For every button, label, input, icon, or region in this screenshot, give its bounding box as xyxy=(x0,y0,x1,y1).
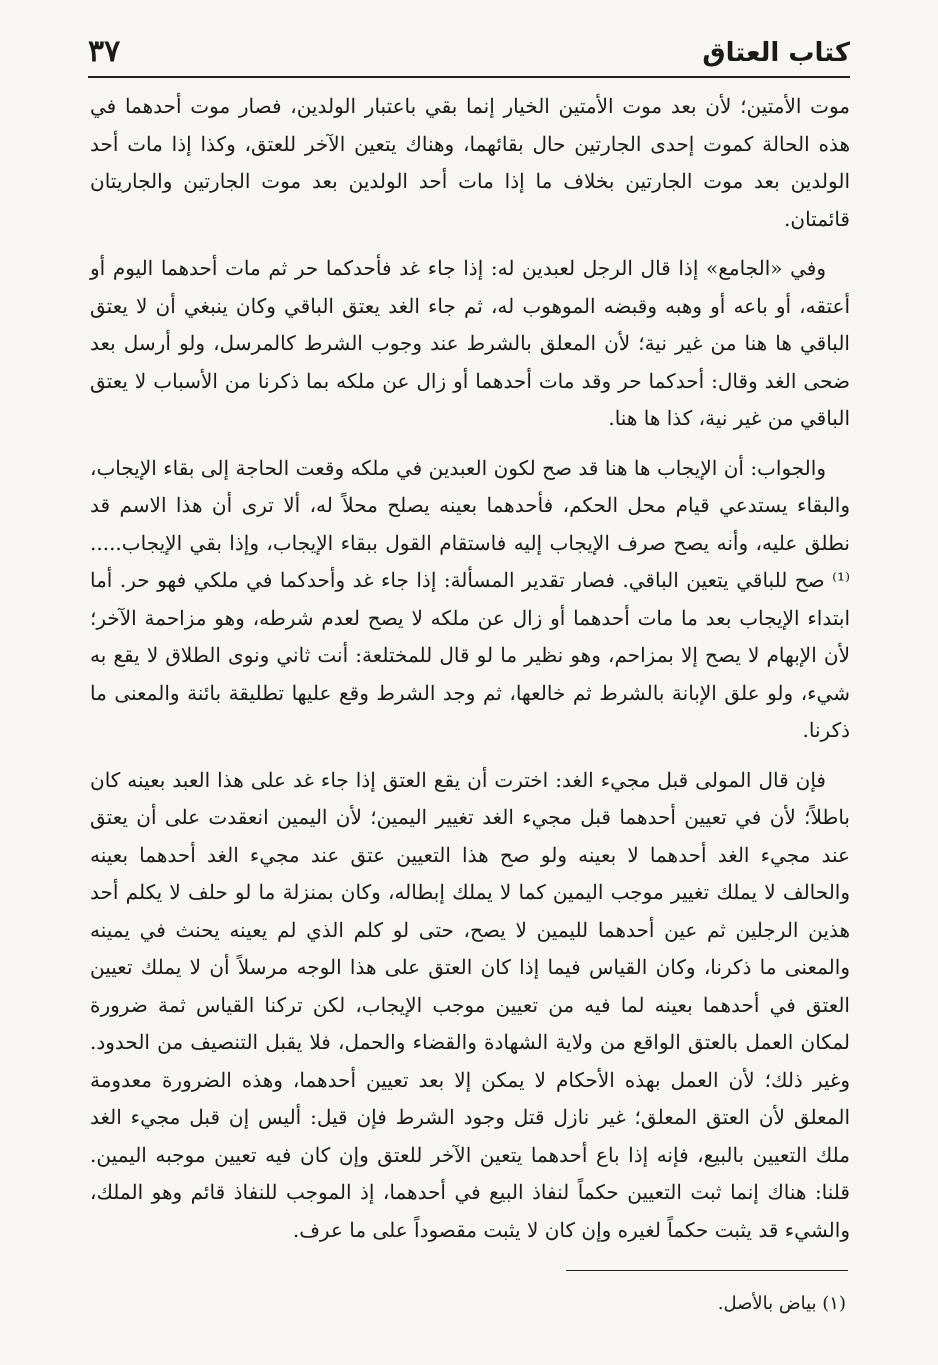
page-number: ٣٧ xyxy=(88,34,121,69)
footnote: (١) بياض بالأصل. xyxy=(717,1293,846,1314)
footnote-divider xyxy=(566,1270,848,1271)
running-title: كتاب العتاق xyxy=(702,38,850,68)
paragraph: فإن قال المولى قبل مجيء الغد: اخترت أن يقع العتق إذا جاء غد على هذا العبد بعينه كان باطلاً؛ لأن في تعيين أحدهما قبل مجيء الغد تغيير اليمين؛ لأن اليمين انعقدت على أن يعتق عند مجيء الغد أحدهما لا بعينه ولو صح هذا التعيين عتق عند مجيء الغد أحدهما بعينه والحالف لا يملك تغيير موجب اليمين كما لا يملك إبطاله، وكان بمنزلة ما لو حلف لا يكلم أحد هذين الرجلين ثم عين أحدهما لليمين لا يصح، حتى لو كلم الذي لم يعينه يحنث في يمينه والمعنى ما ذكرنا، وكان القياس فيما إذا كان العتق على هذا الوجه مرسلاً أن لا يملك تعيين العتق في أحدهما بعينه لما فيه من تعيين موجب الإيجاب، لكن تركنا القياس ثمة ضرورة لمكان العمل بالعتق الواقع من ولاية الشهادة والقضاء والحمل، فلا يقبل التنصيف من الحدود. وغير ذلك؛ لأن العمل بهذه الأحكام لا يمكن إلا بعد تعيين أحدهما، وهذه الضرورة معدومة المعلق لأن العتق المعلق؛ غير نازل قتل وجود الشرط فإن قيل: أليس إن قبل مجيء الغد ملك التعيين بالبيع، فإنه إذا باع أحدهما يتعين الآخر للعتق وإن كان فيه تعيين موجبه اليمين. قلنا: هناك إنما ثبت التعيين حكماً لنفاذ البيع في أحدهما، إذ الموجب للنفاذ قائم وهو الملك، والشيء قد يثبت حكماً لغيره وإن كان لا يثبت مقصوداً على ما عرف. xyxy=(90,767,850,1242)
paragraph: موت الأمتين؛ لأن بعد موت الأمتين الخيار إنما بقي باعتبار الولدين، فصار موت أحدهما في هذه الحالة كموت إحدى الجارتين حال بقائهما، وهناك يتعين الآخر للعتق، وكذا إذا مات أحد الولدين بعد موت الجارتين بخلاف ما إذا مات أحد الولدين بعد موت الجارتين والجاريتان قائمتان. xyxy=(90,94,850,231)
paragraph: وفي «الجامع» إذا قال الرجل لعبدين له: إذا جاء غد فأحدكما حر ثم مات أحدهما اليوم أو أعتقه، أو باعه أو وهبه وقبضه الموهوب له، ثم جاء الغد يعتق الباقي وكان ينبغي أن لا يعتق الباقي ها هنا من غير نية؛ لأن المعلق بالشرط عند وجوب الشرط كالمرسل، ولو أرسل بعد ضحى الغد وقال: أحدكما حر وقد مات أحدهما أو زال عن ملكه بما ذكرنا من الأسباب لا يعتق الباقي من غير نية، كذا ها هنا. xyxy=(90,256,850,430)
main-text xyxy=(90,88,850,1261)
page-header xyxy=(88,26,850,78)
paragraph: والجواب: أن الإيجاب ها هنا قد صح لكون العبدين في ملكه وقعت الحاجة إلى بقاء الإيجاب، والبقاء يستدعي قيام محل الحكم، فأحدهما بعينه يصلح محلاً له، ألا ترى أن هذا الاسم قد نطلق عليه، وأنه يصح صرف الإيجاب إليه فاستقام القول ببقاء الإيجاب، وإذا بقي الإيجاب..... ⁽¹⁾ صح للباقي يتعين الباقي. فصار تقدير المسألة: إذا جاء غد وأحدكما في ملكي فهو حر. أما ابتداء الإيجاب بعد ما مات أحدهما أو زال عن ملكه لا يصح لعدم شرطه، وهو مزاحمة الآخر؛ لأن الإبهام لا يصح إلا بمزاحم، وهو نظير ما لو قال للمختلعة: أنت ثاني ونوى الطلاق لا يقع به شيء، ولو علق الإبانة بالشرط ثم خالعها، ثم وجد الشرط وقع عليها تطليقة بائنة والمعنى ما ذكرنا. xyxy=(90,455,850,742)
